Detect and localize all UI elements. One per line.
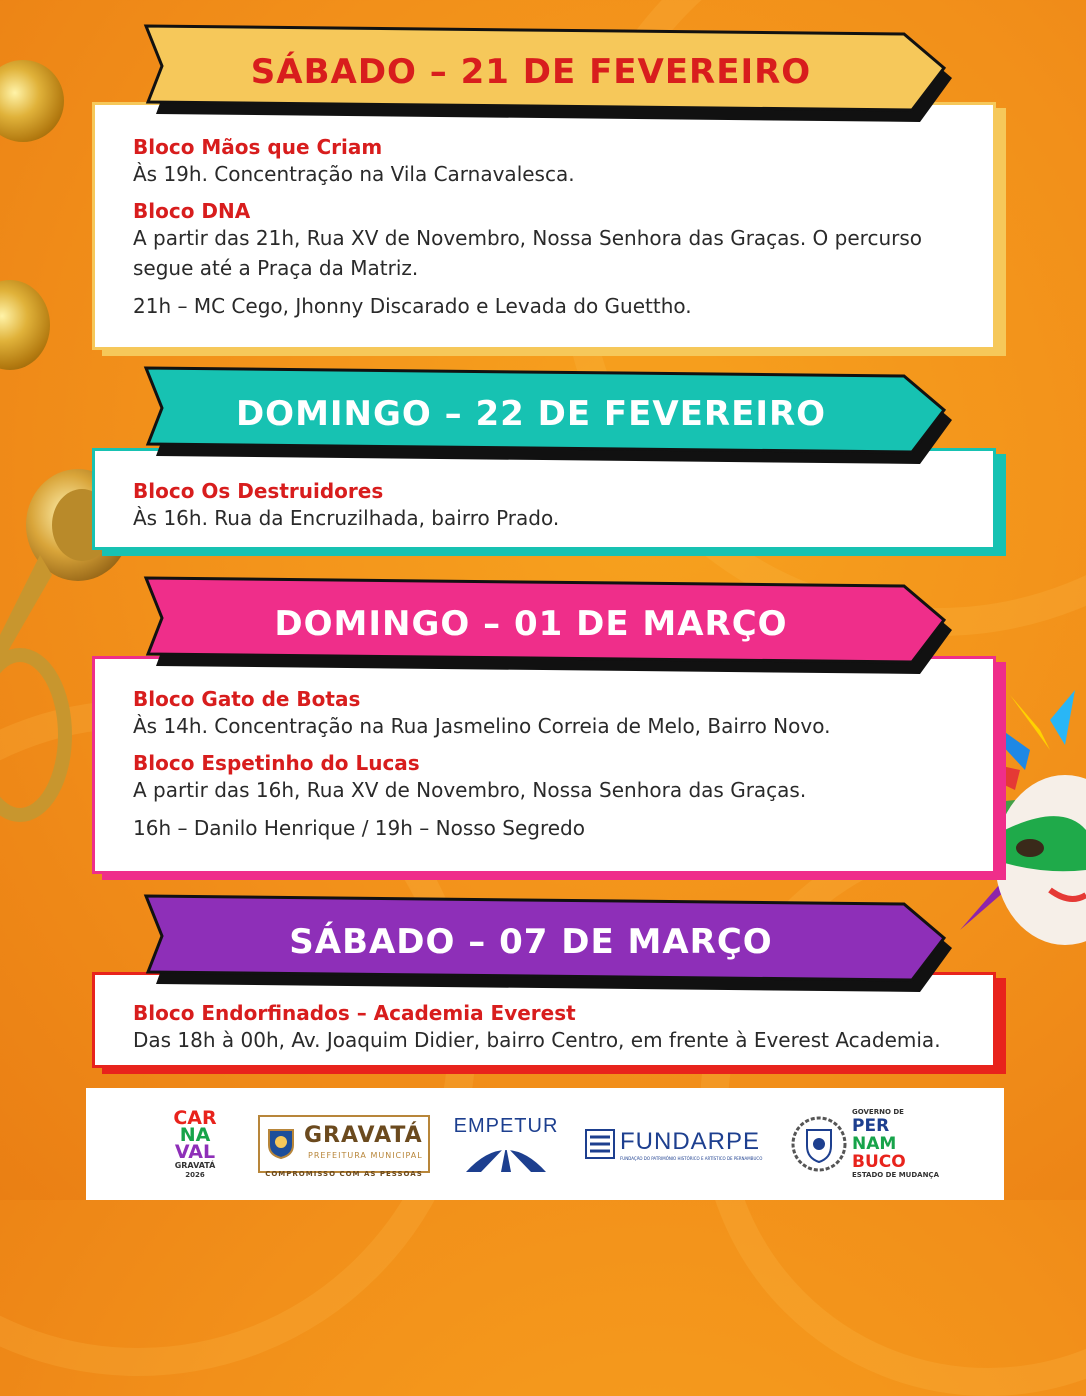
event-description: Das 18h à 00h, Av. Joaquim Didier, bairro Centro, em frente à Everest Academia. xyxy=(133,1028,941,1052)
pernambuco-top: GOVERNO DE xyxy=(852,1108,904,1116)
event-4-1 xyxy=(133,1001,955,1055)
day-card-3 xyxy=(92,656,996,874)
event-name: Bloco Mãos que Criam xyxy=(133,135,383,159)
pernambuco-text: NAM xyxy=(852,1134,897,1154)
event-name: Bloco Endorfinados – Academia Everest xyxy=(133,1001,576,1025)
sponsors-footer xyxy=(86,1088,1004,1200)
fundarpe-icon xyxy=(584,1126,616,1162)
gravata-crest-icon xyxy=(266,1127,296,1159)
event-1-2 xyxy=(133,199,955,321)
pernambuco-text: PER xyxy=(852,1116,890,1136)
carnaval-year: 2026 xyxy=(185,1170,205,1179)
day-banner-4 xyxy=(140,892,952,992)
event-3-2 xyxy=(133,751,955,843)
carnaval-city: GRAVATÁ xyxy=(174,1160,216,1170)
gold-sequin-icon xyxy=(0,60,64,142)
gravata-prefeitura-logo xyxy=(258,1106,430,1182)
carnaval-text: NA xyxy=(179,1123,211,1146)
gold-sequin-icon xyxy=(0,280,50,370)
event-name: Bloco Gato de Botas xyxy=(133,687,361,711)
gravata-sub: PREFEITURA MUNICIPAL xyxy=(308,1151,423,1160)
day-title: DOMINGO – 01 DE MARÇO xyxy=(274,604,788,644)
event-3-1 xyxy=(133,687,955,741)
day-title: SÁBADO – 07 DE MARÇO xyxy=(289,922,773,962)
pernambuco-sub: ESTADO DE MUDANÇA xyxy=(852,1171,939,1179)
event-name: Bloco Os Destruidores xyxy=(133,479,384,503)
empetur-sun-icon xyxy=(461,1138,551,1174)
day-card-1 xyxy=(92,102,996,350)
pernambuco-text: BUCO xyxy=(852,1152,906,1172)
fundarpe-logo xyxy=(584,1106,764,1182)
event-description: A partir das 21h, Rua XV de Novembro, Nossa Senhora das Graças. O percurso segue até a Praça da Matriz. xyxy=(133,226,922,280)
day-title: DOMINGO – 22 DE FEVEREIRO xyxy=(235,394,827,434)
fundarpe-name: FUNDARPE xyxy=(620,1127,761,1155)
empetur-logo xyxy=(453,1106,559,1182)
pernambuco-government-logo xyxy=(790,1106,940,1182)
day-banner-3 xyxy=(140,574,952,674)
event-description: Às 19h. Concentração na Vila Carnavalesca. xyxy=(133,162,575,186)
event-2-1 xyxy=(133,479,955,533)
carnaval-text: VAL xyxy=(174,1140,216,1163)
day-title: SÁBADO – 21 DE FEVEREIRO xyxy=(250,52,812,92)
event-description: A partir das 16h, Rua XV de Novembro, Nossa Senhora das Graças. xyxy=(133,778,807,802)
day-banner-2 xyxy=(140,364,952,464)
event-lineup: 21h – MC Cego, Jhonny Discarado e Levada do Guettho. xyxy=(133,294,692,318)
event-description: Às 16h. Rua da Encruzilhada, bairro Prado. xyxy=(133,506,560,530)
event-lineup: 16h – Danilo Henrique / 19h – Nosso Segredo xyxy=(133,816,585,840)
event-1-1 xyxy=(133,135,955,189)
event-name: Bloco Espetinho do Lucas xyxy=(133,751,420,775)
pernambuco-crest-icon xyxy=(790,1114,848,1174)
carnaval-text: CAR xyxy=(173,1106,217,1129)
gravata-name: GRAVATÁ xyxy=(304,1123,423,1148)
fundarpe-sub: FUNDAÇÃO DO PATRIMÔNIO HISTÓRICO E ARTÍSTICO DE PERNAMBUCO xyxy=(620,1155,763,1161)
empetur-name: EMPETUR xyxy=(453,1114,559,1137)
gravata-slogan: COMPROMISSO COM AS PESSOAS xyxy=(265,1170,423,1178)
day-banner-1 xyxy=(140,22,952,122)
event-name: Bloco DNA xyxy=(133,199,251,223)
carnaval-gravata-logo xyxy=(160,1106,230,1182)
event-description: Às 14h. Concentração na Rua Jasmelino Correia de Melo, Bairro Novo. xyxy=(133,714,831,738)
